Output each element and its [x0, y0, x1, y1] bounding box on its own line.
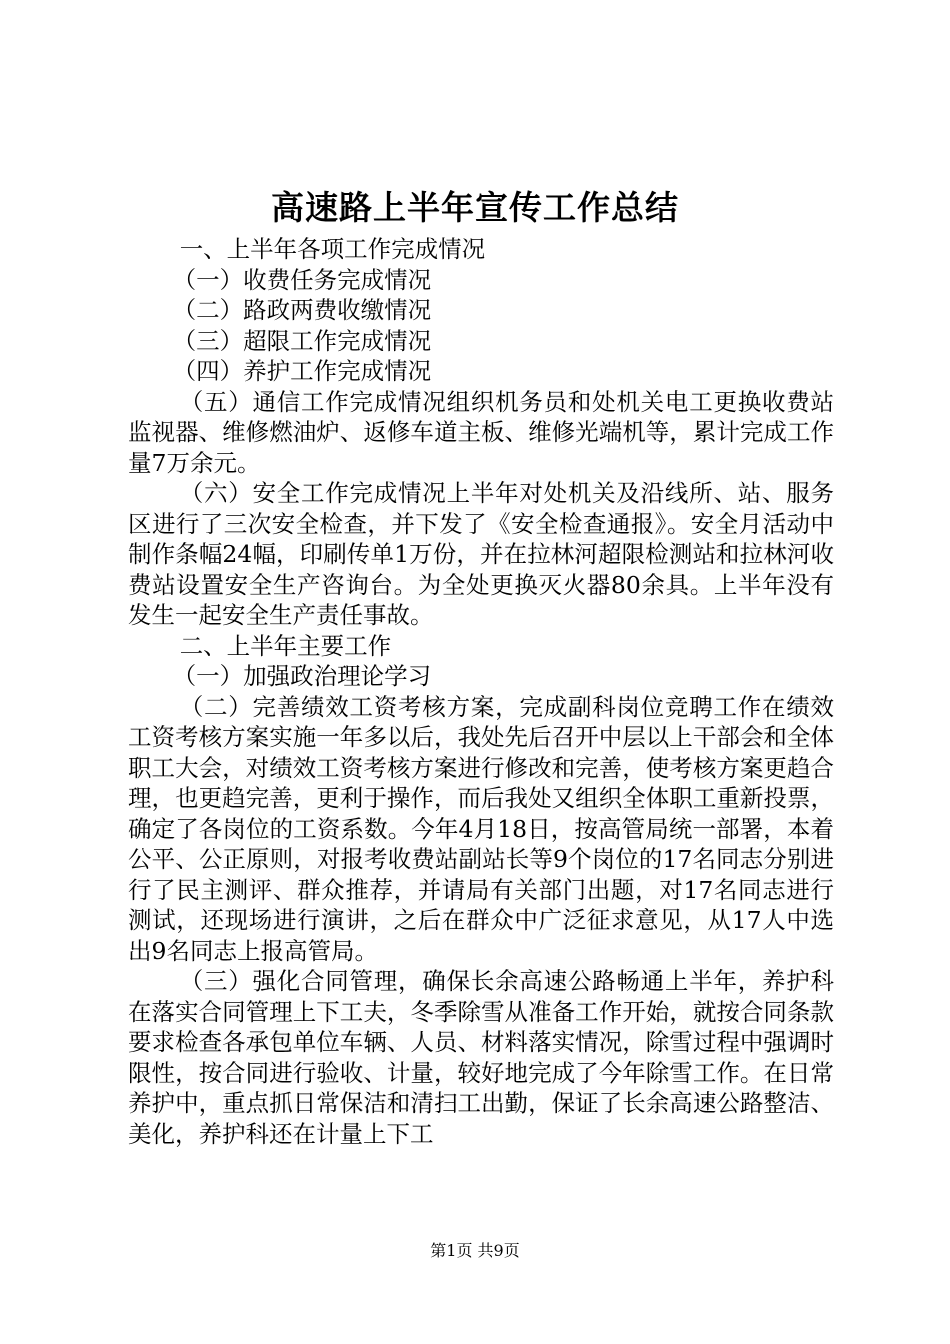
subheading-1-2: （二）路政两费收缴情况 [172, 296, 432, 324]
document-title: 高速路上半年宣传工作总结 [271, 188, 679, 227]
subheading-1-4: （四）养护工作完成情况 [172, 357, 432, 385]
subheading-2-1: （一）加强政治理论学习 [172, 662, 432, 690]
subheading-1-1: （一）收费任务完成情况 [172, 265, 432, 294]
page-number-footer: 第1页 共9页 [430, 1241, 520, 1260]
paragraph-safety: （六）安全工作完成情况上半年对处机关及沿线所、站、服务区进行了三次安全检查，并下发了《安全检查通报》。安全月活动中制作条幅24幅，印刷传单1万份，并在拉林河超限检测站和拉林河收费站设置安全生产咨询台。为全处更换灭火器80余具。上半年没有发生一起安全生产责任事故。 [128, 479, 834, 629]
paragraph-communication: （五）通信工作完成情况组织机务员和处机关电工更换收费站监视器、维修燃油炉、返修车道主板、维修光端机等，累计完成工作量7万余元。 [128, 387, 834, 477]
section-heading-1: 一、上半年各项工作完成情况 [179, 235, 486, 263]
paragraph-performance-pay: （二）完善绩效工资考核方案，完成副科岗位竞聘工作在绩效工资考核方案实施一年多以后，我处先后召开中层以上干部会和全体职工大会，对绩效工资考核方案进行修改和完善，使考核方案更趋合理，也更趋完善，更利于操作，而后我处又组织全体职工重新投票，确定了各岗位的工资系数。今年4月18日，按高管局统一部署，本着公平、公正原则，对报考收费站副站长等9个岗位的17名同志分别进行了民主测评、群众推荐，并请局有关部门出题，对17名同志进行测试，还现场进行演讲，之后在群众中广泛征求意见，从17人中选出9名同志上报高管局。 [128, 692, 834, 965]
document-body [128, 234, 834, 1149]
section-heading-2: 二、上半年主要工作 [179, 631, 392, 660]
subheading-1-3: （三）超限工作完成情况 [172, 326, 432, 355]
paragraph-contract-management: （三）强化合同管理，确保长余高速公路畅通上半年，养护科在落实合同管理上下工夫，冬季除雪从准备工作开始，就按合同条款要求检查各承包单位车辆、人员、材料落实情况，除雪过程中强调时限性，按合同进行验收、计量，较好地完成了今年除雪工作。在日常养护中，重点抓日常保洁和清扫工出勤，保证了长余高速公路整洁、美化，养护科还在计量上下工 [128, 967, 834, 1148]
